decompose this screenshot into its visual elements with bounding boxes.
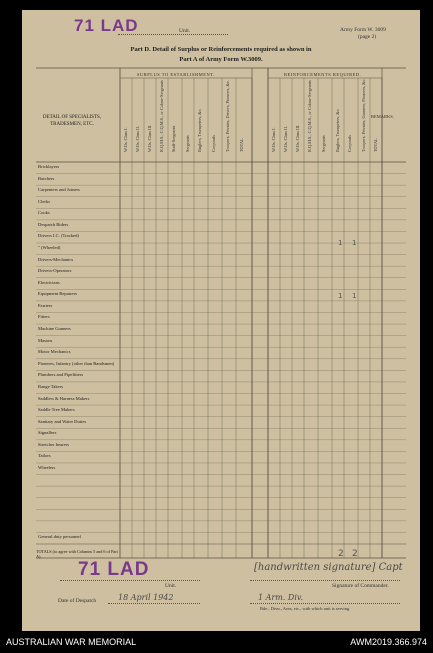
column-header: Corporals bbox=[347, 135, 352, 152]
column-header: W.Os. Class III. bbox=[295, 124, 300, 152]
trade-row-label: Cooks bbox=[38, 210, 50, 216]
despatch-label: Date of Despatch bbox=[58, 598, 97, 604]
pencil-mark: 1 bbox=[338, 239, 343, 247]
pencil-mark: 1 bbox=[352, 292, 357, 300]
column-header: Troopers, Privates, Gunners, Pioneers, &c. bbox=[361, 78, 366, 152]
commander-sign-line bbox=[250, 580, 400, 581]
unit-caption: Unit. bbox=[165, 583, 177, 589]
form-reference: Army Form W. 3009 bbox=[340, 27, 386, 33]
trade-row-label: Saddle Tree Makers bbox=[38, 407, 75, 413]
column-header: W.Os. Class III. bbox=[147, 124, 152, 152]
footer-accession: AWM2019.366.974 bbox=[350, 637, 427, 647]
form-page: (page 2) bbox=[358, 34, 377, 40]
trade-row-label: Range Takers bbox=[38, 383, 63, 389]
unit-sign-line bbox=[60, 580, 200, 581]
trade-row-label: Machine Gunners bbox=[38, 326, 71, 332]
trade-row-label: Tailors bbox=[38, 453, 51, 459]
trade-row-label: General duty personnel bbox=[38, 534, 81, 540]
commander-signature: [handwritten signature] Capt bbox=[254, 562, 403, 573]
trade-row-label: Stretcher bearers bbox=[38, 441, 69, 447]
trade-row-label: Butchers bbox=[38, 175, 55, 181]
unit-stamp-bottom: 71 LAD bbox=[78, 559, 150, 580]
commander-caption: Signature of Commander. bbox=[332, 583, 389, 589]
trade-row-label: Signallers bbox=[38, 430, 57, 436]
column-header: W.Os. Class II. bbox=[283, 126, 288, 152]
archive-footer bbox=[0, 632, 433, 653]
column-header: R.Q.M.S., C.Q.M.S., or Colour-Sergeants bbox=[159, 80, 164, 152]
unit-stamp-top: 71 LAD bbox=[74, 16, 139, 35]
trade-row-label: Clerks bbox=[38, 198, 50, 204]
pencil-mark: 1 bbox=[352, 239, 357, 247]
bde-line bbox=[250, 603, 400, 604]
trade-row-label: Drivers-Operators bbox=[38, 268, 72, 274]
column-header: Buglers, Trumpeters, &c. bbox=[197, 108, 202, 152]
despatch-date: 18 April 1942 bbox=[118, 593, 174, 602]
form-sheet bbox=[22, 10, 420, 631]
footer-institution: AUSTRALIAN WAR MEMORIAL bbox=[6, 637, 137, 647]
column-header: Troopers, Privates, Drivers, Pioneers, &c. bbox=[225, 80, 230, 152]
reinforcements-header: REINFORCEMENTS REQUIRED. bbox=[284, 72, 362, 77]
part-title: Part D. Detail of Surplus or Reinforcements required as shown in bbox=[130, 46, 312, 53]
pencil-total: 2 bbox=[338, 549, 344, 559]
part-subtitle: Part A of Army Form W.3009. bbox=[179, 56, 263, 63]
column-header: W.Os. Class II. bbox=[135, 126, 140, 152]
trade-row-label: Pioneers, Infantry (other than Bandsmen) bbox=[38, 360, 115, 366]
column-header: Buglers, Trumpeters, &c. bbox=[335, 108, 340, 152]
remarks-header: REMARKS. bbox=[371, 114, 394, 119]
detail-header: DETAIL OF SPECIALISTS, TRADESMEN, ETC. bbox=[42, 115, 102, 127]
column-header: Staff-Sergeants bbox=[171, 125, 176, 152]
column-header: R.Q.M.S., C.Q.M.S., or Colour-Sergeants bbox=[307, 80, 312, 152]
pencil-mark: 1 bbox=[338, 292, 343, 300]
column-header: Sergeants bbox=[185, 135, 190, 152]
totals-label: TOTALS (to agree with Columns 5 and 6 of Part A). bbox=[36, 549, 118, 559]
trade-row-label: Equipment Repairers bbox=[38, 291, 77, 297]
bde-written: 1 Arm. Div. bbox=[258, 593, 303, 602]
column-header: Corporals bbox=[211, 135, 216, 152]
trade-row-label: Drivers-Mechanics bbox=[38, 256, 74, 262]
column-header: TOTAL bbox=[239, 138, 244, 152]
trade-row-label: Bricklayers bbox=[38, 164, 60, 169]
trade-row-label: Plumbers and Pipefitters bbox=[38, 372, 84, 378]
column-header: W.Os. Class I. bbox=[123, 127, 128, 152]
trade-row-label: Farriers bbox=[38, 302, 53, 308]
column-header: TOTAL bbox=[373, 138, 378, 152]
trade-row-label: Despatch Riders bbox=[38, 221, 69, 227]
trade-row-label: Sanitary and Water Duties bbox=[38, 418, 87, 424]
trade-row-label: Fitters bbox=[38, 314, 50, 320]
column-header: W.Os. Class I. bbox=[271, 127, 276, 152]
trade-row-label: Wheelers bbox=[38, 464, 56, 470]
trade-row-label: Carpenters and Joiners bbox=[38, 187, 80, 193]
bde-caption: Bde., Divn., Area, etc., with which unit is serving. bbox=[260, 606, 351, 611]
trade-row-label: Drivers I.C. (Tracked) bbox=[38, 233, 79, 239]
trade-row-label: Masons bbox=[38, 337, 53, 343]
trade-row-label: " (Wheeled) bbox=[38, 245, 61, 251]
trade-row-label: Saddlers & Harness Makers bbox=[38, 395, 90, 401]
trade-row-label: Motor Mechanics bbox=[38, 349, 71, 355]
surplus-header: SURPLUS TO ESTABLISHMENT. bbox=[137, 72, 215, 77]
unit-label: Unit. bbox=[179, 28, 191, 34]
trade-row-label: Electricians bbox=[38, 279, 60, 285]
pencil-total: 2 bbox=[352, 549, 358, 559]
despatch-line bbox=[108, 603, 200, 604]
column-header: Sergeants bbox=[321, 135, 326, 152]
